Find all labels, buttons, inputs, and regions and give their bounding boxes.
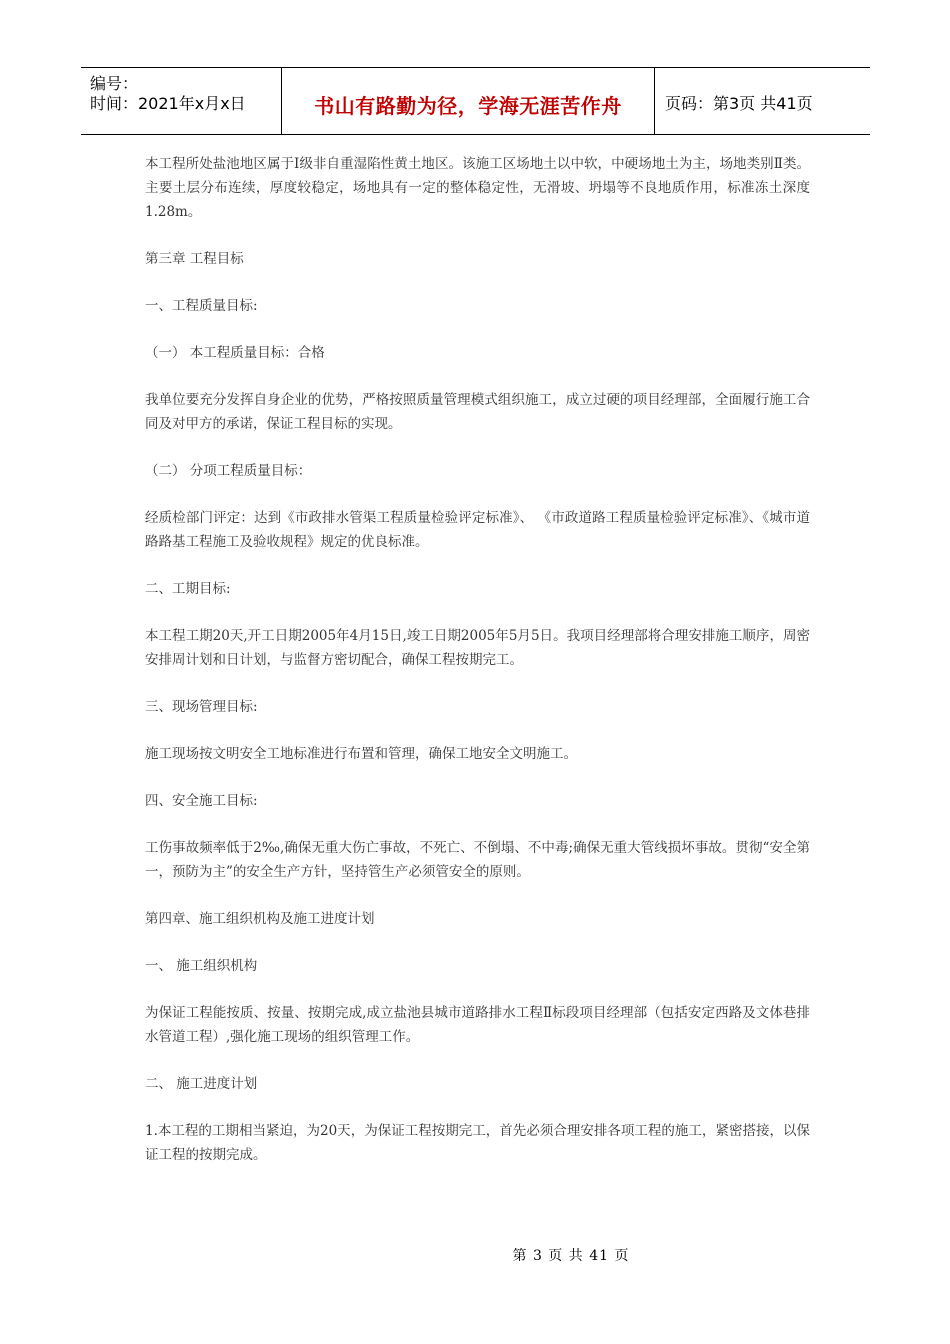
paragraph-organization: 为保证工程能按质、按量、按期完成,成立盐池县城市道路排水工程Ⅱ标段项目经理部（包括安定西路及文体巷排水管道工程）,强化施工现场的组织管理工作。 — [145, 1005, 810, 1045]
page-footer: 第 3 页 共 41 页 — [512, 1248, 630, 1264]
section-schedule-target: 二、工期目标: — [145, 581, 231, 597]
section-safety-target: 四、安全施工目标: — [145, 793, 258, 809]
section-site-management: 三、现场管理目标: — [145, 699, 258, 715]
chapter-3-heading: 第三章 工程目标 — [145, 251, 244, 267]
header-page-info: 页码：第3页 共41页 — [665, 93, 813, 113]
paragraph-safety: 工伤事故频率低于2‰,确保无重大伤亡事故，不死亡、不倒塌、不中毒;确保无重大管线损坏事故。贯彻“安全第一，预防为主”的安全生产方针，坚持管生产必须管安全的原则。 — [145, 840, 810, 880]
subsection-item-quality: （二） 分项工程质量目标： — [145, 463, 312, 479]
section-progress-plan: 二、 施工进度计划 — [145, 1076, 258, 1092]
paragraph-progress-plan: 1.本工程的工期相当紧迫，为20天，为保证工程按期完工，首先必须合理安排各项工程的施工，紧密搭接，以保证工程的按期完成。 — [145, 1123, 810, 1163]
document-date-label: 时间：2021年x月x日 — [90, 94, 246, 113]
header-motto-cell — [282, 68, 655, 134]
header-meta-cell — [81, 68, 282, 134]
paragraph-quality-standards: 经质检部门评定：达到《市政排水管渠工程质量检验评定标准》、 《市政道路工程质量检验评定标准》、《城市道路路基工程施工及验收规程》规定的优良标准。 — [145, 510, 810, 550]
paragraph-site-management: 施工现场按文明安全工地标准进行布置和管理，确保工地安全文明施工。 — [145, 746, 577, 762]
paragraph-schedule: 本工程工期20天,开工日期2005年4月15日,竣工日期2005年5月5日。我项目经理部将合理安排施工顺序，周密安排周计划和日计划，与监督方密切配合，确保工程按期完工。 — [145, 628, 810, 668]
header-motto: 书山有路勤为径，学海无涯苦作舟 — [314, 93, 622, 118]
subsection-quality-goal: （一） 本工程质量目标：合格 — [145, 345, 325, 361]
section-organization: 一、 施工组织机构 — [145, 958, 258, 974]
document-body — [145, 152, 810, 1190]
paragraph-quality-commitment: 我单位要充分发挥自身企业的优势，严格按照质量管理模式组织施工，成立过硬的项目经理部，全面履行施工合同及对甲方的承诺，保证工程目标的实现。 — [145, 392, 810, 432]
document-number-label: 编号： — [90, 74, 139, 93]
paragraph-geology: 本工程所处盐池地区属于Ⅰ级非自重湿陷性黄土地区。该施工区场地土以中软，中硬场地土为主，场地类别Ⅱ类。主要土层分布连续，厚度较稳定，场地具有一定的整体稳定性，无滑坡、坍塌等不良地质作用，标准冻土深度1.28m。 — [145, 156, 810, 220]
header-page-cell — [655, 68, 870, 134]
page-header — [81, 67, 870, 135]
chapter-4-heading: 第四章、施工组织机构及施工进度计划 — [145, 911, 375, 927]
section-quality-target: 一、工程质量目标: — [145, 298, 258, 314]
